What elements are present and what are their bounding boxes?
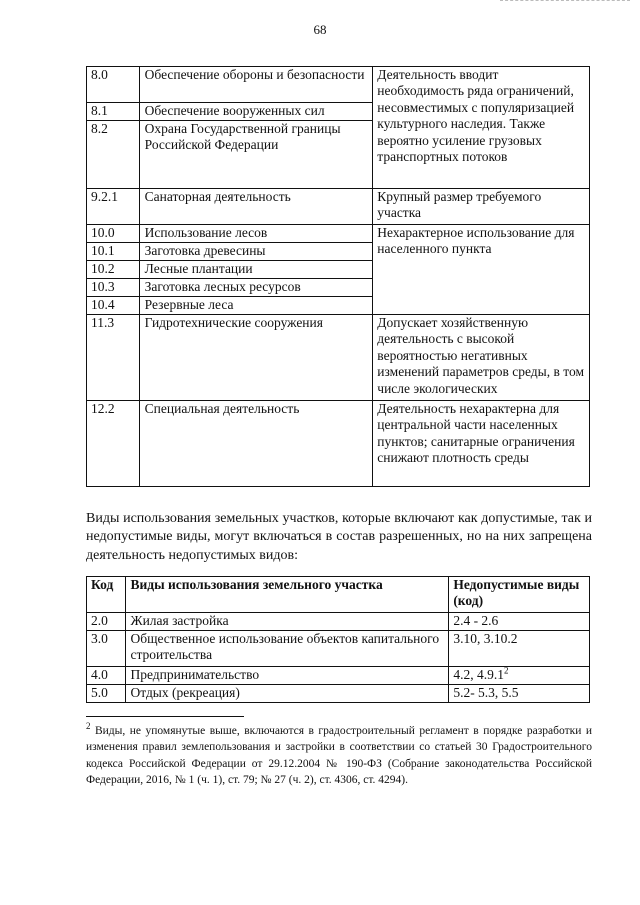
row-name: Отдых (рекреация) [126,685,449,703]
table-row [87,401,590,487]
row-reason: Деятельность вводит необходимость ряда ограничений, несовместимых с популяризацией культурного наследия. Также вероятно усиление грузовых транспортных потоков [373,67,590,189]
header-invalid: Недопустимые виды (код) [449,577,590,613]
row-code: 10.2 [87,261,140,279]
table-row [87,225,590,243]
row-code: 5.0 [87,685,126,703]
table-row [87,631,590,667]
row-name: Жилая застройка [126,613,449,631]
row-code: 11.3 [87,315,140,401]
footnote [86,723,592,788]
row-code: 10.3 [87,279,140,297]
table-row [87,613,590,631]
row-reason: Деятельность нехарактерна для центральной части населенных пунктов; санитарные ограничения снижают плотность среды [373,401,590,487]
table-row [87,189,590,225]
row-code: 12.2 [87,401,140,487]
footnote-mark: 2 [86,721,91,732]
row-code: 4.0 [87,667,126,685]
row-code: 3.0 [87,631,126,667]
footnote-divider [86,716,244,717]
row-name: Резервные леса [139,297,373,315]
row-name: Лесные плантации [139,261,373,279]
row-code: 9.2.1 [87,189,140,225]
row-name: Гидротехнические сооружения [139,315,373,401]
row-code: 8.0 [87,67,140,103]
row-code: 2.0 [87,613,126,631]
scan-artifact [500,0,630,4]
row-code: 10.1 [87,243,140,261]
mixed-uses-table [86,576,590,703]
row-code: 8.1 [87,103,140,121]
table-row [87,67,590,103]
row-invalid [449,667,590,685]
intro-paragraph: Виды использования земельных участков, которые включают как допустимые, так и недопустимые виды, могут включаться в состав разрешенных, но на них запрещена деятельность недопустимых видов: [86,511,592,563]
row-name: Использование лесов [139,225,373,243]
row-reason: Нехарактерное использование для населенного пункта [373,225,590,315]
row-invalid: 5.2- 5.3, 5.5 [449,685,590,703]
header-code: Код [87,577,126,613]
page-number: 68 [313,22,327,37]
row-name: Охрана Государственной границы Российской Федерации [139,121,373,189]
row-code: 8.2 [87,121,140,189]
table-row [87,315,590,401]
row-name: Заготовка лесных ресурсов [139,279,373,297]
row-code: 10.4 [87,297,140,315]
table-row [87,667,590,685]
row-name: Общественное использование объектов капитального строительства [126,631,449,667]
row-name: Обеспечение обороны и безопасности [139,67,373,103]
row-name: Специальная деятельность [139,401,373,487]
header-name: Виды использования земельного участка [126,577,449,613]
row-name: Обеспечение вооруженных сил [139,103,373,121]
footnote-text: Виды, не упомянутые выше, включаются в градостроительный регламент в порядке разработки и изменения правил землепользования и застройки в соответствии со статьей 30 Градостроительного кодекса Российской Федерации от 29.12.2004 № 190-ФЗ (Собрание законодательства Российской Федерации, 2016, № 1 (ч. 1), ст. 79; № 27 (ч. 2), ст. 4306, ст. 4294). [86,725,592,786]
restrictions-table [86,66,590,487]
row-invalid: 3.10, 3.10.2 [449,631,590,667]
row-name: Заготовка древесины [139,243,373,261]
row-reason: Крупный размер требуемого участка [373,189,590,225]
table-header-row [87,577,590,613]
footnote-reference: 2 [503,665,509,676]
row-name: Предпринимательство [126,667,449,685]
row-reason: Допускает хозяйственную деятельность с высокой вероятностью негативных изменений параметров среды, в том числе экологических [373,315,590,401]
invalid-value: 4.2, 4.9.1 [453,667,504,682]
row-name: Санаторная деятельность [139,189,373,225]
row-code: 10.0 [87,225,140,243]
table-row [87,685,590,703]
row-invalid: 2.4 - 2.6 [449,613,590,631]
